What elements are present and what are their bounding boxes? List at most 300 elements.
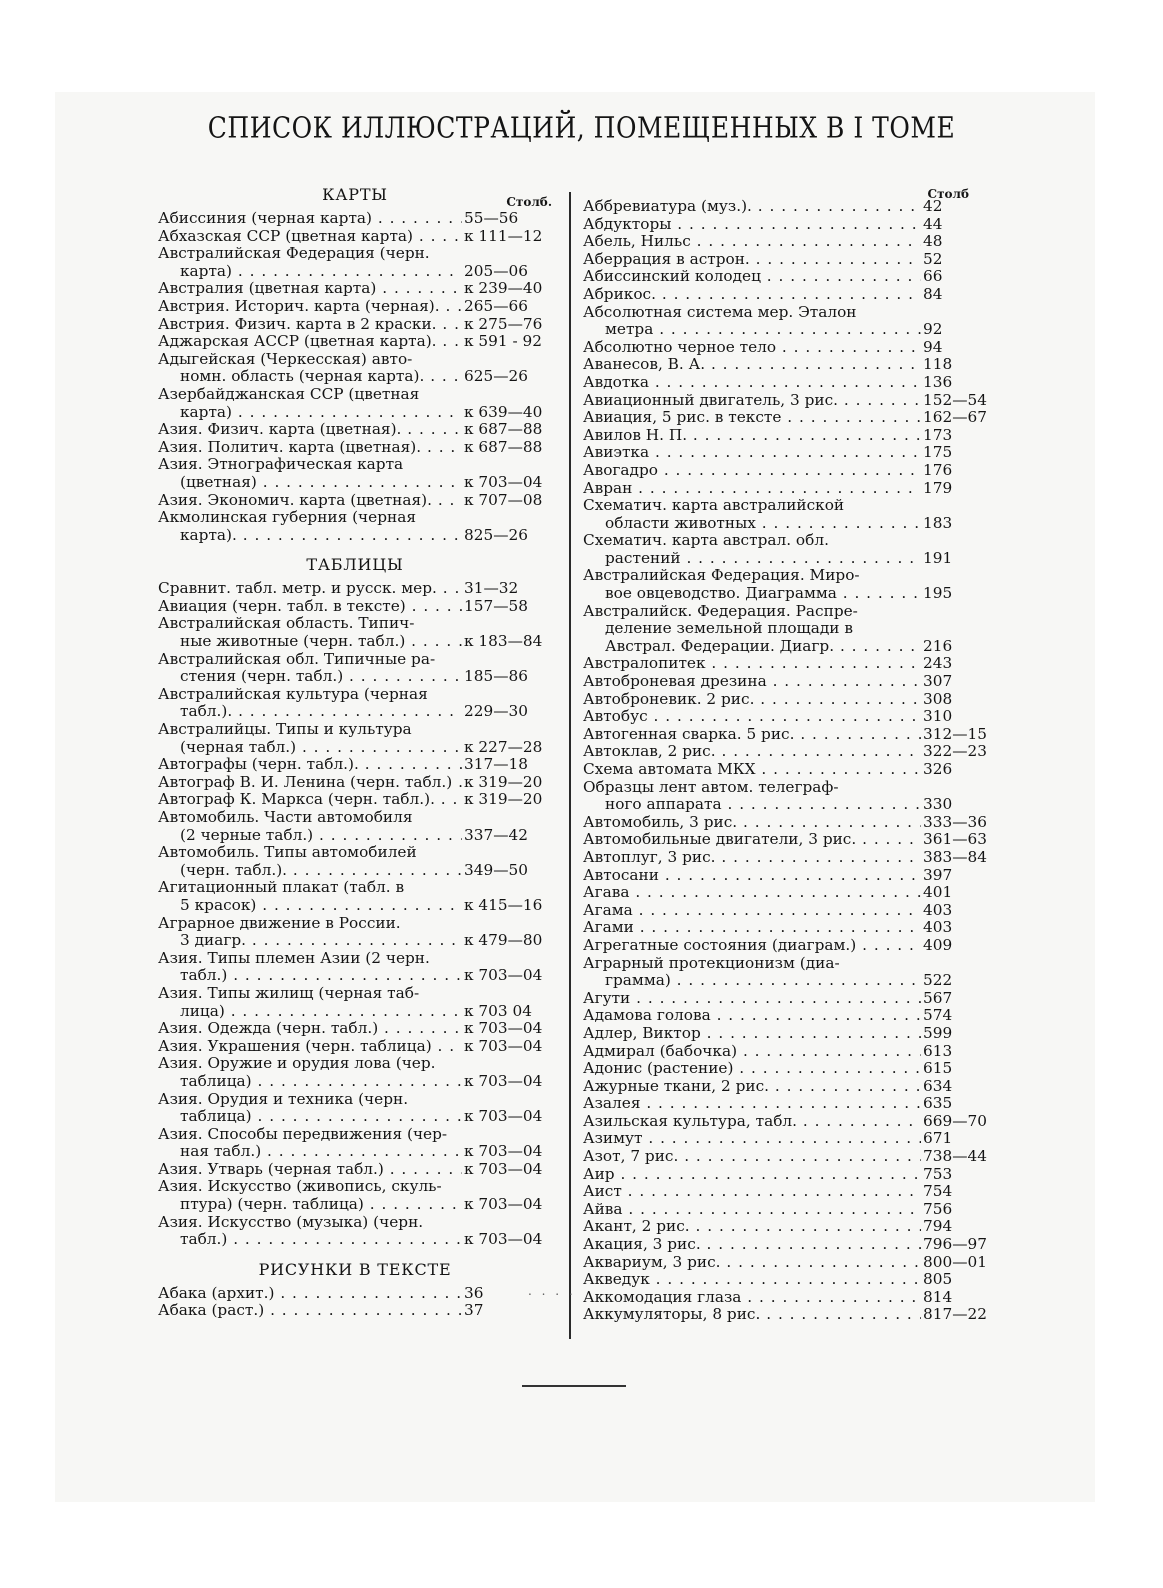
entry-text: Образцы лент автом. телеграф-: [583, 778, 839, 796]
index-entry: [583, 480, 989, 498]
entry-line: [583, 1113, 989, 1131]
entry-line: [158, 1214, 552, 1232]
entry-text: Сравнит. табл. метр. и русск. мер. . . .: [158, 580, 462, 598]
entry-line: [158, 739, 552, 757]
column-number: к 111—12: [464, 227, 543, 245]
entry-line: [583, 849, 989, 867]
entry-text: Азия. Утварь (черная табл.) . . .: [158, 1161, 462, 1179]
entry-line: [583, 814, 989, 832]
entry-text: Автомобильные двигатели, 3 рис. . . .: [583, 831, 921, 849]
column-number: 176: [923, 461, 953, 479]
index-entry: [158, 598, 552, 616]
entry-text: Авиэтка . . .: [583, 444, 921, 462]
column-number: к 639—40: [464, 403, 543, 421]
entry-line: [158, 1231, 552, 1249]
entry-line: [158, 1055, 552, 1073]
entry-text: Автосани . . .: [583, 867, 921, 885]
entry-line: [583, 339, 989, 357]
column-number: 92: [923, 321, 943, 339]
entry-text: Адыгейская (Черкесская) авто-: [158, 350, 413, 368]
entry-text: Австралия (цветная карта) . . .: [158, 280, 462, 298]
column-number: 136: [923, 373, 953, 391]
entry-text: Агрегатные состояния (диаграм.) . . .: [583, 937, 921, 955]
entry-line: [583, 884, 989, 902]
entry-text: Агама . . .: [583, 902, 921, 920]
entry-line: [583, 1271, 989, 1289]
column-number: 403: [923, 919, 953, 937]
index-entry: [583, 233, 989, 251]
page-title: СПИСОК ИЛЛЮСТРАЦИЙ, ПОМЕЩЕННЫХ В I ТОМЕ: [207, 110, 956, 145]
entry-line: [158, 844, 552, 862]
entry-line: [583, 550, 989, 568]
entry-line: [583, 462, 989, 480]
index-entry: [583, 374, 989, 392]
column-number: 567: [923, 989, 953, 1007]
entry-line: [158, 1143, 552, 1161]
column-number: 179: [923, 479, 953, 497]
column-number: 333—36: [923, 813, 987, 831]
entry-line: [583, 761, 989, 779]
entry-line: [583, 990, 989, 1008]
column-number: 118: [923, 356, 953, 374]
index-entry: [583, 1218, 989, 1236]
index-entry: [158, 791, 552, 809]
entry-line: [158, 580, 552, 598]
entry-text: карта). . . .: [158, 527, 462, 545]
column-number: к 183—84: [464, 633, 543, 651]
column-number: к 319—20: [464, 773, 543, 791]
index-entry: [158, 333, 552, 351]
entry-text: Агава . . .: [583, 884, 921, 902]
index-entry: [583, 532, 989, 567]
left-column: [158, 180, 552, 1320]
index-entry: [158, 774, 552, 792]
column-number: 312—15: [923, 725, 987, 743]
section-title: РИСУНКИ В ТЕКСТЕ: [258, 1259, 452, 1279]
entry-line: [583, 286, 989, 304]
entry-line: [158, 210, 552, 228]
index-entry: [583, 743, 989, 761]
entry-line: [158, 351, 552, 369]
entry-text: Абдукторы . . .: [583, 216, 921, 234]
entry-line: [583, 902, 989, 920]
index-entry: [583, 1183, 989, 1201]
entry-line: [158, 686, 552, 704]
column-number: к 479—80: [464, 932, 543, 950]
entry-text: табл.) . . .: [158, 967, 462, 985]
right-column: [583, 180, 989, 1324]
column-number: 195: [923, 585, 953, 603]
entry-line: [158, 1302, 552, 1320]
entry-text: Автографы (черн. табл.). . . .: [158, 756, 462, 774]
index-entry: [583, 444, 989, 462]
entry-line: [583, 216, 989, 234]
index-entry: [583, 919, 989, 937]
column-number: 599: [923, 1024, 953, 1042]
entry-line: [158, 615, 552, 633]
column-number: к 703—04: [464, 1072, 543, 1090]
column-number: 738—44: [923, 1148, 987, 1166]
column-number: 613: [923, 1042, 953, 1060]
entry-text: 5 красок) . . .: [158, 897, 462, 915]
column-number: 243: [923, 655, 953, 673]
entry-line: [583, 1201, 989, 1219]
entry-text: Австралийская Федерация. Миро-: [583, 567, 860, 585]
entry-line: [583, 1078, 989, 1096]
divider-dots: . . . .: [528, 1284, 576, 1298]
entry-text: Азия. Искусство (живопись, скуль-: [158, 1178, 442, 1196]
entry-line: [158, 721, 552, 739]
entry-text: Австрия. Историч. карта (черная). . . .: [158, 298, 462, 316]
index-entry: [583, 902, 989, 920]
index-entry: [158, 456, 552, 491]
index-entry: [583, 1095, 989, 1113]
column-number: 800—01: [923, 1253, 987, 1271]
column-number: 42: [923, 198, 943, 215]
entry-text: стения (черн. табл.) . . .: [158, 668, 462, 686]
entry-text: Авран . . .: [583, 480, 921, 498]
entry-line: [583, 1254, 989, 1272]
index-entry: [583, 1060, 989, 1078]
column-number: 307: [923, 673, 953, 691]
index-entry: [583, 884, 989, 902]
entry-text: Акведук . . .: [583, 1271, 921, 1289]
index-entry: [158, 421, 552, 439]
entry-text: Азербайджанская ССР (цветная: [158, 385, 420, 403]
entry-text: Авдотка . . .: [583, 374, 921, 392]
entry-text: Акант, 2 рис. . . .: [583, 1218, 921, 1236]
index-entry: [583, 726, 989, 744]
entry-line: [158, 879, 552, 897]
column-label: Столб: [927, 187, 969, 201]
column-number: к 703—04: [464, 1231, 543, 1249]
column-number: 817—22: [923, 1306, 987, 1324]
entry-text: Аквариум, 3 рис. . . .: [583, 1254, 921, 1272]
index-entry: [583, 1078, 989, 1096]
column-number: 317—18: [464, 756, 528, 774]
column-number: 66: [923, 268, 943, 286]
entry-line: [583, 796, 989, 814]
column-number: к 707—08: [464, 491, 543, 509]
entry-line: [158, 333, 552, 351]
index-entry: [158, 915, 552, 950]
entry-text: 3 диагр. . . .: [158, 932, 462, 950]
entry-line: [158, 527, 552, 545]
entry-text: Азильская культура, табл. . . .: [583, 1113, 921, 1131]
entry-text: Автомобиль. Типы автомобилей: [158, 844, 417, 862]
column-number: 52: [923, 250, 943, 268]
index-entry: [158, 1038, 552, 1056]
entry-text: Азия. Физич. карта (цветная). . . .: [158, 421, 462, 439]
index-entry: [583, 691, 989, 709]
entry-line: [158, 404, 552, 422]
entry-line: [583, 1130, 989, 1148]
entry-text: Схема автомата МКХ . . .: [583, 761, 921, 779]
column-number: 330: [923, 796, 953, 814]
index-entry: [583, 567, 989, 602]
entry-text: ного аппарата . . .: [583, 796, 921, 814]
entry-line: [158, 386, 552, 404]
index-entry: [583, 286, 989, 304]
index-entry: [158, 1020, 552, 1038]
entry-text: метра . . .: [583, 321, 921, 339]
column-number: 337—42: [464, 826, 528, 844]
column-number: 814: [923, 1288, 953, 1306]
entry-line: [158, 492, 552, 510]
entry-text: Азия. Типы племен Азии (2 черн.: [158, 949, 430, 967]
entry-line: [158, 774, 552, 792]
entry-text: Австралопитек . . .: [583, 655, 921, 673]
entry-line: [583, 1025, 989, 1043]
entry-text: Абсолютная система мер. Эталон: [583, 303, 857, 321]
entry-line: [583, 1236, 989, 1254]
entry-text: Авиация (черн. табл. в тексте) . . .: [158, 598, 462, 616]
entry-line: [158, 791, 552, 809]
column-number: 37: [464, 1302, 484, 1320]
column-number: 265—66: [464, 297, 528, 315]
entry-line: [583, 1060, 989, 1078]
column-number: 361—63: [923, 831, 987, 849]
entry-line: [583, 1218, 989, 1236]
entry-text: Аграрное движение в России.: [158, 914, 401, 932]
column-number: 796—97: [923, 1236, 987, 1254]
index-entry: [158, 809, 552, 844]
entry-line: [583, 691, 989, 709]
entry-line: [583, 655, 989, 673]
index-entry: [583, 849, 989, 867]
entry-text: Автоплуг, 3 рис. . . .: [583, 849, 921, 867]
column-number: 754: [923, 1183, 953, 1201]
column-number: 216: [923, 637, 953, 655]
column-number: к 591 - 92: [464, 333, 542, 351]
index-entry: [158, 245, 552, 280]
end-rule: [522, 1385, 626, 1387]
index-entry: [583, 268, 989, 286]
index-entry: [583, 1289, 989, 1307]
entry-line: [583, 304, 989, 322]
entry-text: Аккомодация глаза . . .: [583, 1289, 921, 1307]
index-entry: [158, 298, 552, 316]
entry-line: [158, 651, 552, 669]
index-entry: [583, 990, 989, 1008]
index-entry: [158, 509, 552, 544]
column-number: 185—86: [464, 668, 528, 686]
index-entry: [158, 1178, 552, 1213]
entry-line: [158, 263, 552, 281]
index-entry: [583, 392, 989, 410]
entry-text: ные животные (черн. табл.) . . .: [158, 633, 462, 651]
index-entry: [583, 1236, 989, 1254]
entry-line: [158, 1126, 552, 1144]
column-number: 671: [923, 1130, 953, 1148]
entry-text: Авиация, 5 рис. в тексте . . .: [583, 409, 921, 427]
index-entry: [158, 580, 552, 598]
entry-line: [158, 967, 552, 985]
entry-line: [583, 268, 989, 286]
entry-line: [158, 668, 552, 686]
column-number: 625—26: [464, 368, 528, 386]
entry-line: [583, 585, 989, 603]
column-number: 175: [923, 444, 953, 462]
entry-line: [583, 427, 989, 445]
entry-text: Агитационный плакат (табл. в: [158, 879, 405, 897]
entry-text: Автомобиль, 3 рис. . . .: [583, 814, 921, 832]
entry-text: Акмолинская губерния (черная: [158, 509, 416, 527]
entry-line: [583, 673, 989, 691]
column-number: 36: [464, 1284, 484, 1302]
entry-text: номн. область (черная карта). . . .: [158, 368, 462, 386]
entry-line: [158, 228, 552, 246]
index-entry: [158, 1091, 552, 1126]
column-number: к 703—04: [464, 1196, 543, 1214]
entry-line: [583, 567, 989, 585]
index-entry: [158, 210, 552, 228]
column-number: к 687—88: [464, 438, 543, 456]
entry-text: Авилов Н. П. . . .: [583, 427, 921, 445]
entry-text: Акация, 3 рис. . . .: [583, 1236, 921, 1254]
entry-line: [158, 245, 552, 263]
entry-text: вое овцеводство. Диаграмма . . .: [583, 585, 921, 603]
entry-text: Азия. Искусство (музыка) (черн.: [158, 1213, 424, 1231]
index-entry: [158, 651, 552, 686]
index-entry: [158, 439, 552, 457]
index-entry: [583, 1166, 989, 1184]
column-number: 183: [923, 514, 953, 532]
section-heading: [158, 1261, 552, 1283]
entry-line: [158, 1020, 552, 1038]
entry-line: [583, 374, 989, 392]
entry-text: Абака (архит.) . . .: [158, 1285, 462, 1303]
index-entry: [583, 1043, 989, 1061]
entry-text: Автобус . . .: [583, 708, 921, 726]
column-number: 229—30: [464, 703, 528, 721]
column-number: 55—56: [464, 210, 519, 227]
index-entry: [158, 615, 552, 650]
entry-line: [158, 1196, 552, 1214]
index-entry: [583, 198, 989, 216]
entry-line: [583, 603, 989, 621]
right-column-header: [583, 180, 989, 201]
column-number: к 239—40: [464, 280, 543, 298]
column-number: 48: [923, 233, 943, 251]
entry-text: области животных . . .: [583, 515, 921, 533]
section-title: ТАБЛИЦЫ: [306, 555, 404, 575]
entry-text: Аист . . .: [583, 1183, 921, 1201]
entry-text: Австралийская культура (черная: [158, 685, 428, 703]
entry-text: Азия. Политич. карта (цветная). . . .: [158, 439, 462, 457]
column-number: к 703 04: [464, 1002, 532, 1020]
entry-text: Аванесов, В. А. . . .: [583, 356, 921, 374]
entry-text: Азот, 7 рис. . . .: [583, 1148, 921, 1166]
column-number: 615: [923, 1060, 953, 1078]
entry-text: (черн. табл.). . . .: [158, 862, 462, 880]
entry-line: [583, 497, 989, 515]
entry-text: Агами . . .: [583, 919, 921, 937]
entry-text: Азия. Типы жилищ (черная таб-: [158, 984, 420, 1002]
entry-line: [158, 456, 552, 474]
entry-line: [158, 950, 552, 968]
entry-text: Азимут . . .: [583, 1130, 921, 1148]
entry-line: [158, 509, 552, 527]
entry-line: [583, 919, 989, 937]
entry-text: Австрия. Физич. карта в 2 краски. . . .: [158, 316, 462, 334]
index-entry: [583, 1007, 989, 1025]
column-label: Столб.: [506, 195, 552, 209]
entry-line: [158, 932, 552, 950]
entry-line: [583, 233, 989, 251]
index-entry: [583, 708, 989, 726]
section-heading: [158, 186, 552, 208]
entry-line: [583, 198, 989, 216]
entry-text: Автоклав, 2 рис. . . .: [583, 743, 921, 761]
entry-text: птура) (черн. таблица) . . .: [158, 1196, 462, 1214]
index-entry: [583, 1130, 989, 1148]
entry-text: Австралийск. Федерация. Распре-: [583, 602, 858, 620]
index-entry: [583, 1201, 989, 1219]
column-divider: [569, 192, 571, 1339]
entry-text: (2 черные табл.) . . .: [158, 827, 462, 845]
index-entry: [583, 1025, 989, 1043]
entry-line: [583, 831, 989, 849]
section-title: КАРТЫ: [322, 185, 388, 204]
index-entry: [158, 721, 552, 756]
entry-text: Автоброневик. 2 рис. . . .: [583, 691, 921, 709]
entry-text: Аббревиатура (муз.). . . .: [583, 198, 921, 216]
entry-text: Азия. Оружие и орудия лова (чер.: [158, 1055, 436, 1073]
entry-text: Автоброневая дрезина . . .: [583, 673, 921, 691]
entry-line: [583, 726, 989, 744]
entry-text: Автогенная сварка. 5 рис. . . .: [583, 726, 921, 744]
entry-line: [158, 985, 552, 1003]
index-entry: [583, 655, 989, 673]
column-number: к 703—04: [464, 1160, 543, 1178]
entry-line: [583, 743, 989, 761]
entry-line: [158, 1003, 552, 1021]
entry-text: Австралийцы. Типы и культура: [158, 721, 412, 739]
index-entry: [158, 1126, 552, 1161]
entry-text: Абель, Нильс . . .: [583, 233, 921, 251]
entry-line: [158, 703, 552, 721]
index-entry: [583, 831, 989, 849]
column-number: 805: [923, 1271, 953, 1289]
index-entry: [158, 686, 552, 721]
entry-line: [158, 1178, 552, 1196]
index-entry: [158, 228, 552, 246]
column-number: 634: [923, 1077, 953, 1095]
column-number: 635: [923, 1095, 953, 1113]
column-number: 308: [923, 690, 953, 708]
entry-text: Авогадро . . .: [583, 462, 921, 480]
index-entry: [583, 216, 989, 234]
entry-text: Абиссинский колодец . . .: [583, 268, 921, 286]
entry-line: [158, 439, 552, 457]
column-number: к 319—20: [464, 791, 543, 809]
index-entry: [583, 356, 989, 374]
index-entry: [583, 937, 989, 955]
entry-text: Агути . . .: [583, 990, 921, 1008]
index-entry: [158, 1161, 552, 1179]
entry-line: [158, 897, 552, 915]
column-number: 31—32: [464, 580, 519, 598]
entry-line: [158, 1285, 552, 1303]
index-entry: [583, 673, 989, 691]
entry-text: Автограф В. И. Ленина (черн. табл.) . . .: [158, 774, 462, 792]
entry-line: [583, 356, 989, 374]
entry-text: табл.). . . .: [158, 703, 462, 721]
entry-line: [158, 298, 552, 316]
entry-line: [158, 862, 552, 880]
column-number: к 415—16: [464, 896, 543, 914]
